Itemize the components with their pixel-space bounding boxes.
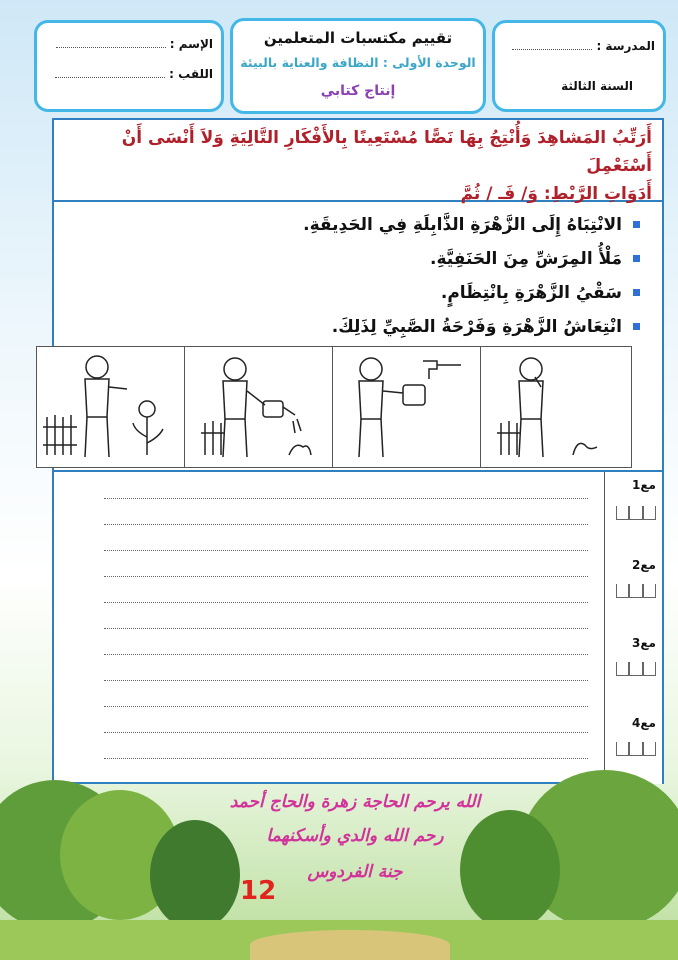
boy-watering-flower-illustration — [185, 347, 331, 465]
ideas-list — [54, 208, 644, 344]
boy-sad-wilted-flower-illustration — [481, 347, 627, 465]
ideas-section — [54, 204, 644, 344]
criterion-label: مع1 — [632, 478, 656, 492]
writing-line[interactable] — [104, 602, 588, 603]
boy-filling-can-illustration — [333, 347, 479, 465]
instruction — [54, 120, 662, 202]
unit-title: الوحدة الأولى : النظافة والعناية بالبيئة — [240, 55, 476, 70]
idea-item: انْتِعَاشُ الزَّهْرَةِ وَفَرْحَةُ الصَّبِيِّ لِذَلِكَ. — [54, 310, 644, 344]
writing-line[interactable] — [104, 732, 588, 733]
writing-line[interactable] — [104, 654, 588, 655]
criterion-score-boxes[interactable] — [616, 662, 656, 676]
criterion-label: مع3 — [632, 636, 656, 650]
writing-line[interactable] — [104, 706, 588, 707]
idea-item: سَقْيُ الزَّهْرَةِ بِانْتِظَامٍ. — [54, 276, 644, 310]
name-field[interactable] — [56, 37, 213, 51]
page-number: 12 — [240, 876, 277, 906]
dedication-line-3: جنة الفردوس — [307, 862, 403, 882]
scene-strip — [36, 346, 632, 468]
boy-smelling-flower-illustration — [37, 347, 183, 465]
student-info-box — [34, 20, 224, 112]
writing-line[interactable] — [104, 680, 588, 681]
idea-item: مَلْأُ المِرَشِّ مِنَ الحَنَفِيَّةِ. — [54, 242, 644, 276]
scene-panel — [481, 347, 631, 467]
main-title: تقييم مكتسبات المتعلمين — [263, 29, 453, 47]
criterion-score-boxes[interactable] — [616, 584, 656, 598]
dedication-line-2: رحم الله والدي وأسكنهما — [266, 826, 444, 846]
scene-panel — [333, 347, 481, 467]
criterion-label: مع2 — [632, 558, 656, 572]
criterion-score-boxes[interactable] — [616, 742, 656, 756]
instruction-line-2: أَدَوَاتِ الرَّبْطِ: وَ/ فَـ / ثُمَّ — [460, 184, 652, 204]
school-info-box — [492, 20, 666, 112]
school-label: المدرسة : — [596, 39, 655, 53]
name-blank[interactable] — [56, 47, 166, 48]
surname-label: اللقب : — [169, 67, 213, 81]
school-blank[interactable] — [512, 49, 592, 50]
name-label: الإسم : — [169, 37, 213, 51]
worksheet — [52, 118, 664, 784]
title-box — [230, 18, 486, 114]
dedication-line-1: الله يرحم الحاجة زهرة والحاج أحمد — [229, 792, 481, 812]
scene-panel — [185, 347, 333, 467]
criterion-score-boxes[interactable] — [616, 506, 656, 520]
writing-line[interactable] — [104, 550, 588, 551]
writing-line[interactable] — [104, 576, 588, 577]
criterion-label: مع4 — [632, 716, 656, 730]
school-field[interactable] — [512, 39, 655, 53]
writing-area[interactable] — [54, 470, 662, 782]
instruction-line-1: أَرَتِّبُ المَشاهِدَ وَأُنْتِجُ بِهَا نَصًّا مُسْتَعِينًا بِالأَفْكَارِ التَّالِيَةِ وَلاَ أَنْسَى أَنْ أَسْتَعْمِلَ — [121, 128, 652, 176]
writing-line[interactable] — [104, 524, 588, 525]
grade-label: السنة الثالثة — [561, 79, 633, 93]
writing-line[interactable] — [104, 758, 588, 759]
surname-field[interactable] — [55, 67, 213, 81]
surname-blank[interactable] — [55, 77, 165, 78]
ground-path — [250, 930, 450, 960]
writing-line[interactable] — [104, 498, 588, 499]
scene-panel — [37, 347, 185, 467]
idea-item: الانْتِبَاهُ إِلَى الزَّهْرَةِ الذَّابِلَةِ فِي الحَدِيقَةِ. — [54, 208, 644, 242]
criteria-column — [604, 472, 662, 784]
activity-title: إنتاج كتابي — [320, 83, 396, 99]
writing-line[interactable] — [104, 628, 588, 629]
